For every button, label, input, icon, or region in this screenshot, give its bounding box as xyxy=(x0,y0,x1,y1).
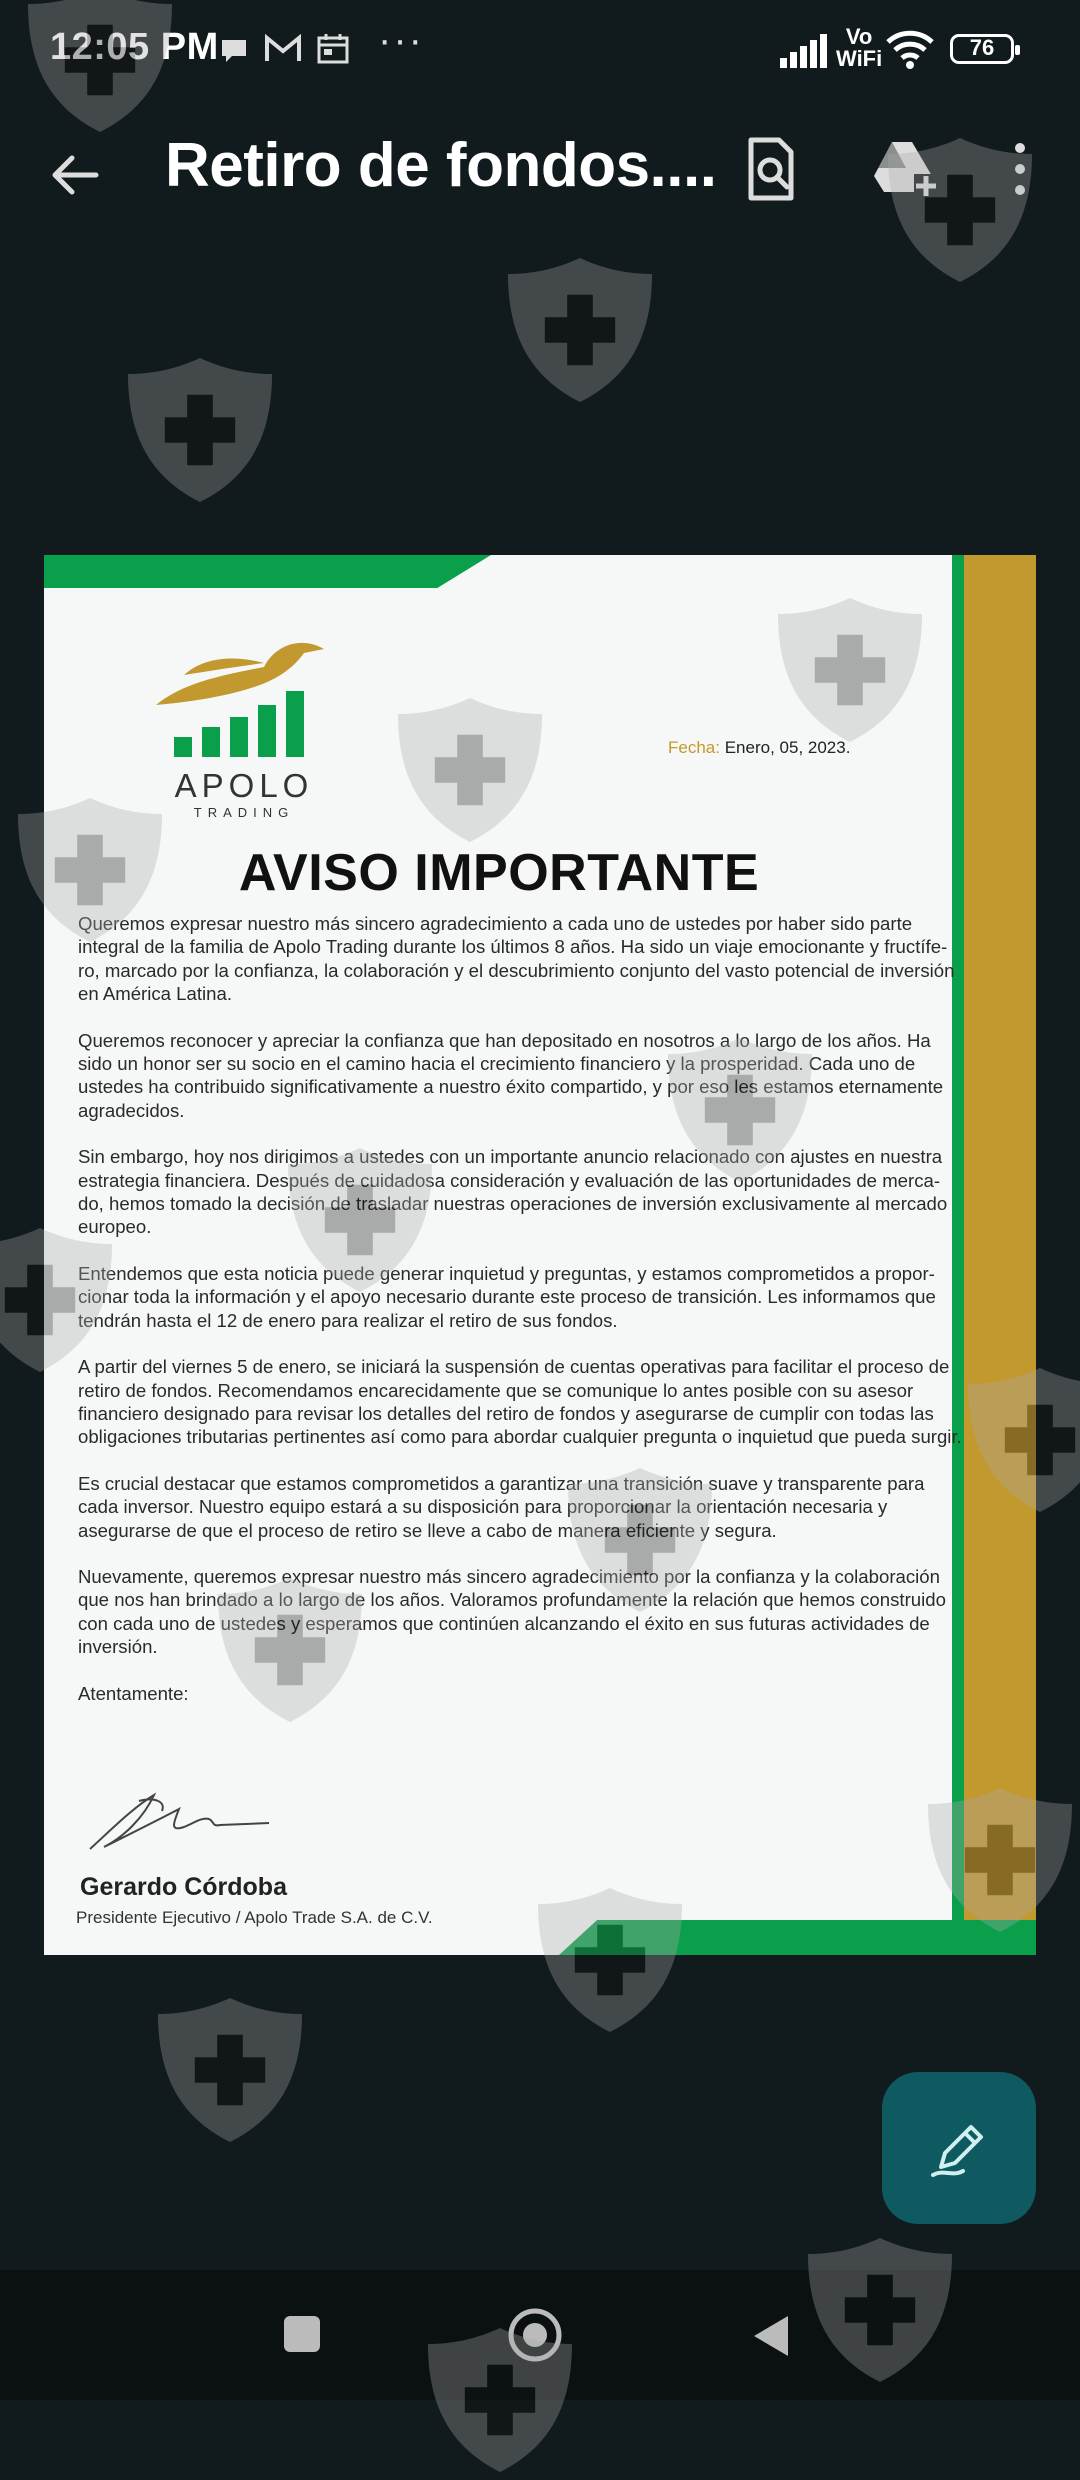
app-bar xyxy=(0,110,1080,230)
company-logo xyxy=(154,627,334,820)
signer-name: Gerardo Córdoba xyxy=(80,1873,287,1901)
back-nav-button[interactable] xyxy=(748,2312,792,2365)
watermark-shield-icon xyxy=(150,1990,310,2150)
back-triangle-icon xyxy=(748,2312,792,2360)
home-button[interactable] xyxy=(506,2306,564,2369)
paragraph: Queremos expresar nuestro más sincero agradecimiento a cada uno de ustedes por haber sido parte integral de la familia de Apolo Trading durante los últimos 8 años. Ha sido un viaje emocionante y fructífe-ro, marcado por la confianza, la colaboración y el descubrimiento conjunto del vasto potencial de inversión en América Latina. xyxy=(78,913,955,1005)
document-preview[interactable] xyxy=(44,555,1036,1955)
right-gold-band xyxy=(962,555,1036,1955)
top-green-stripe xyxy=(44,555,491,588)
document-date xyxy=(668,738,850,758)
paragraph: A partir del viernes 5 de enero, se iniciará la suspensión de cuentas operativas para facilitar el proceso de retiro de fondos. Recomendamos encarecidamente que se comunique lo antes posible con su asesor financiero designado para revisar los detalles del retiro de fondos y asegurarse de cumplir con todas las obligaciones tributarias pertinentes así como para abordar cualquier pregunta o inquietud que pueda surgir. xyxy=(78,1356,962,1448)
wifi-icon xyxy=(886,30,934,75)
document-heading: AVISO IMPORTANTE xyxy=(238,844,760,902)
edit-pen-icon xyxy=(927,2117,991,2181)
add-to-drive-icon xyxy=(870,134,940,204)
signal-icon xyxy=(778,34,830,73)
signer-title: Presidente Ejecutivo / Apolo Trade S.A. de C.V. xyxy=(76,1908,433,1927)
date-label: Fecha: xyxy=(668,738,720,757)
volte-label: Vo WiFi xyxy=(836,24,883,71)
back-button[interactable] xyxy=(40,140,110,210)
back-arrow-icon xyxy=(40,140,110,210)
search-document-button[interactable] xyxy=(735,134,805,204)
system-nav-bar xyxy=(0,2270,1080,2400)
battery-level: 76 xyxy=(969,35,995,60)
more-dots-icon: ··· xyxy=(378,18,424,62)
page-title: Retiro de fondos.... xyxy=(165,131,717,200)
logo-subtitle: TRADING xyxy=(193,805,295,820)
calendar-icon xyxy=(316,32,350,71)
bottom-green-stripe xyxy=(559,1920,1036,1955)
document-body xyxy=(78,912,964,1728)
date-value: Enero, 05, 2023. xyxy=(724,738,851,757)
more-vert-icon xyxy=(1000,134,1040,204)
gmail-icon xyxy=(264,34,302,69)
more-options-button[interactable] xyxy=(1000,134,1040,204)
battery-icon xyxy=(950,34,1014,64)
chat-bubble-icon xyxy=(218,34,250,71)
paragraph: Entendemos que esta noticia puede generar inquietud y preguntas, y estamos comprometidos a propor-cionar toda la información y el apoyo necesario durante este proceso de transición. Les informamos que tendrán hasta el 12 de enero para realizar el retiro de sus fondos. xyxy=(78,1262,936,1331)
paragraph: Sin embargo, hoy nos dirigimos a ustedes con un importante anuncio relacionado con ajustes en nuestra estrategia financiera. Después de cuidadosa consideración y evaluación de las oportunidades de merca-do, hemos tomado la decisión de trasladar nuestras operaciones de inversión exclusivamente al mercado europeo. xyxy=(78,1146,948,1238)
handwritten-signature xyxy=(84,1787,274,1857)
phoenix-chart-logo-icon xyxy=(154,627,334,767)
search-document-icon xyxy=(735,134,805,204)
status-time: 12:05 PM xyxy=(50,26,219,68)
add-to-drive-button[interactable] xyxy=(870,134,940,204)
paragraph: Nuevamente, queremos expresar nuestro más sincero agradecimiento por la confianza y la colaboración que nos han brindado a lo largo de los años. Valoramos profundamente la relación que hemos construido con cada uno de ustedes y esperamos que continúen alcanzando el éxito en sus futuras actividades de inversión. xyxy=(78,1565,946,1658)
closing-line: Atentamente: xyxy=(78,1682,189,1704)
logo-name: APOLO xyxy=(174,767,314,804)
paragraph: Es crucial destacar que estamos comprometidos a garantizar una transición suave y transparente para cada inversor. Nuestro equipo estará a su disposición para proporcionar la orientación necesaria y asegurarse de que el proceso de retiro se lleve a cabo de manera eficiente y segura. xyxy=(78,1472,925,1541)
edit-fab-button[interactable] xyxy=(882,2072,1036,2224)
status-bar xyxy=(0,0,1080,100)
recents-button[interactable] xyxy=(280,2312,324,2361)
recents-square-icon xyxy=(280,2312,324,2356)
watermark-shield-icon xyxy=(500,250,660,410)
home-circle-icon xyxy=(506,2306,564,2364)
watermark-shield-icon xyxy=(120,350,280,510)
paragraph: Queremos reconocer y apreciar la confianza que han depositado en nosotros a lo largo de los años. Ha sido un honor ser su socio en el camino hacia el crecimiento financiero y la prosperidad. Cada uno de ustedes ha contribuido significativamente a nuestro éxito compartido, y por eso les estamos eternamente agradecidos. xyxy=(78,1029,944,1121)
